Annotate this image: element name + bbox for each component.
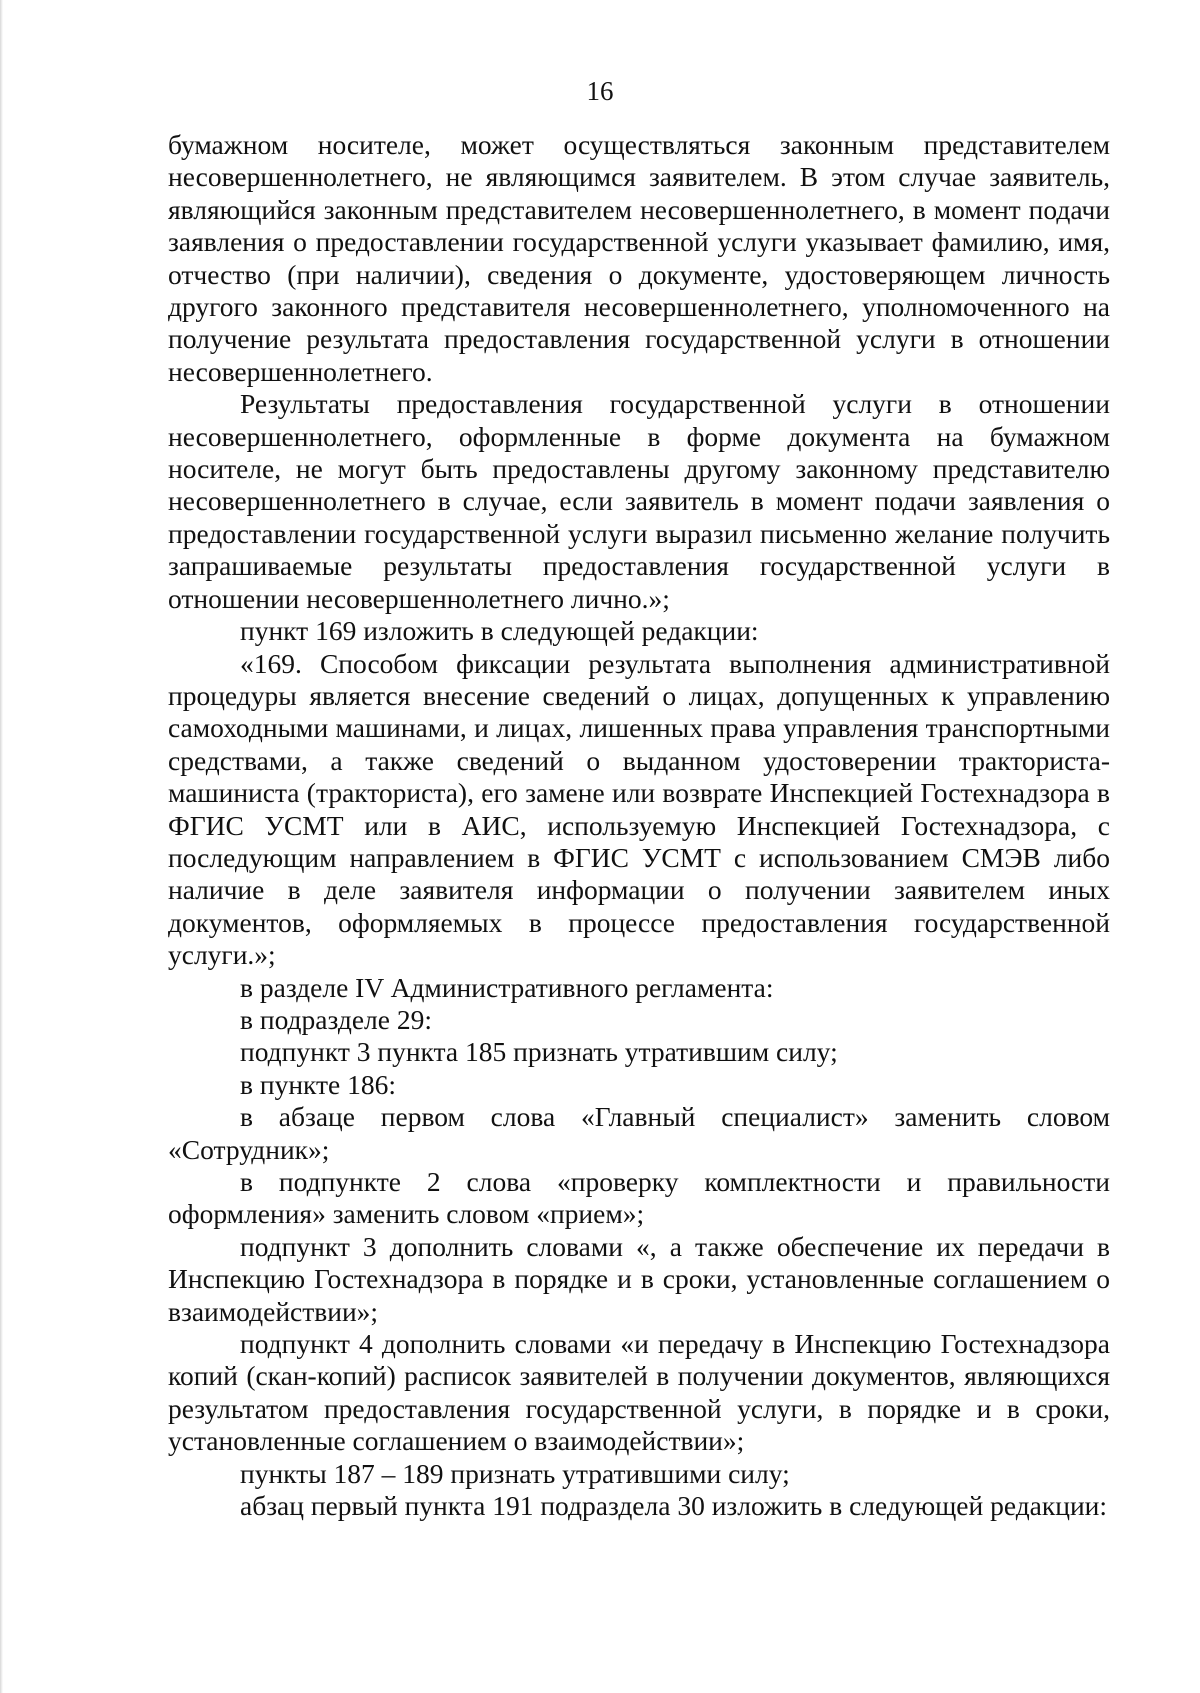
scan-edge: [0, 0, 3, 1693]
paragraph-13: пункты 187 – 189 признать утратившими силу;: [240, 1457, 790, 1489]
paragraph-4: «169. Способом фиксации результата выполнения административной процедуры является внесение сведений о лицах, допущенных к управлению самоходными машинами, и лицах, лишенных права управления транспортными средствами, а также сведений о выданном удостоверении тракториста-машиниста (тракториста), его замене или возврате Инспекцией Гостехнадзора в ФГИС УСМТ или в АИС, используемую Инспекцией Гостехнадзора, с последующим направлением в ФГИС УСМТ с использованием СМЭВ либо наличие в деле заявителя информации о получении заявителем иных документов, оформляемых в процессе предоставления государственной услуги.»;: [168, 647, 1110, 971]
paragraph-6: в подразделе 29:: [240, 1003, 432, 1035]
paragraph-10: в подпункте 2 слова «проверку комплектности и правильности оформления» заменить словом «прием»;: [168, 1166, 1110, 1230]
paragraph-9: в абзаце первом слова «Главный специалист» заменить словом «Сотрудник»;: [168, 1101, 1110, 1165]
paragraph-2: Результаты предоставления государственной услуги в отношении несовершеннолетнего, оформленные в форме документа на бумажном носителе, не могут быть предоставлены другому законному представителю несовершеннолетнего в случае, если заявитель в момент подачи заявления о предоставлении государственной услуги выразил письменно желание получить запрашиваемые результаты предоставления государственной услуги в отношении несовершеннолетнего лично.»;: [168, 388, 1110, 614]
paragraph-12: подпункт 4 дополнить словами «и передачу в Инспекцию Гостехнадзора копий (скан-копий) расписок заявителей в получении документов, являющихся результатом предоставления государственной услуги, в порядке и в сроки, установленные соглашением о взаимодействии»;: [168, 1328, 1110, 1457]
paragraph-11: подпункт 3 дополнить словами «, а также обеспечение их передачи в Инспекцию Гостехнадзора в порядке и в сроки, установленные соглашением о взаимодействии»;: [168, 1230, 1110, 1327]
page-number: 16: [586, 76, 614, 106]
document-body: [168, 129, 1110, 1522]
paragraph-7: подпункт 3 пункта 185 признать утратившим силу;: [240, 1036, 838, 1068]
paragraph-8: в пункте 186:: [240, 1068, 397, 1100]
paragraph-5: в разделе IV Административного регламента:: [240, 971, 774, 1003]
paragraph-1: бумажном носителе, может осуществляться законным представителем несовершеннолетнего, не являющимся заявителем. В этом случае заявитель, являющийся законным представителем несовершеннолетнего, в момент подачи заявления о предоставлении государственной услуги указывает фамилию, имя, отчество (при наличии), сведения о документе, удостоверяющем личность другого законного представителя несовершеннолетнего, уполномоченного на получение результата предоставления государственной услуги в отношении несовершеннолетнего.: [168, 129, 1110, 387]
paragraph-3: пункт 169 изложить в следующей редакции:: [240, 615, 759, 647]
paragraph-14: абзац первый пункта 191 подраздела 30 изложить в следующей редакции:: [240, 1490, 1108, 1522]
